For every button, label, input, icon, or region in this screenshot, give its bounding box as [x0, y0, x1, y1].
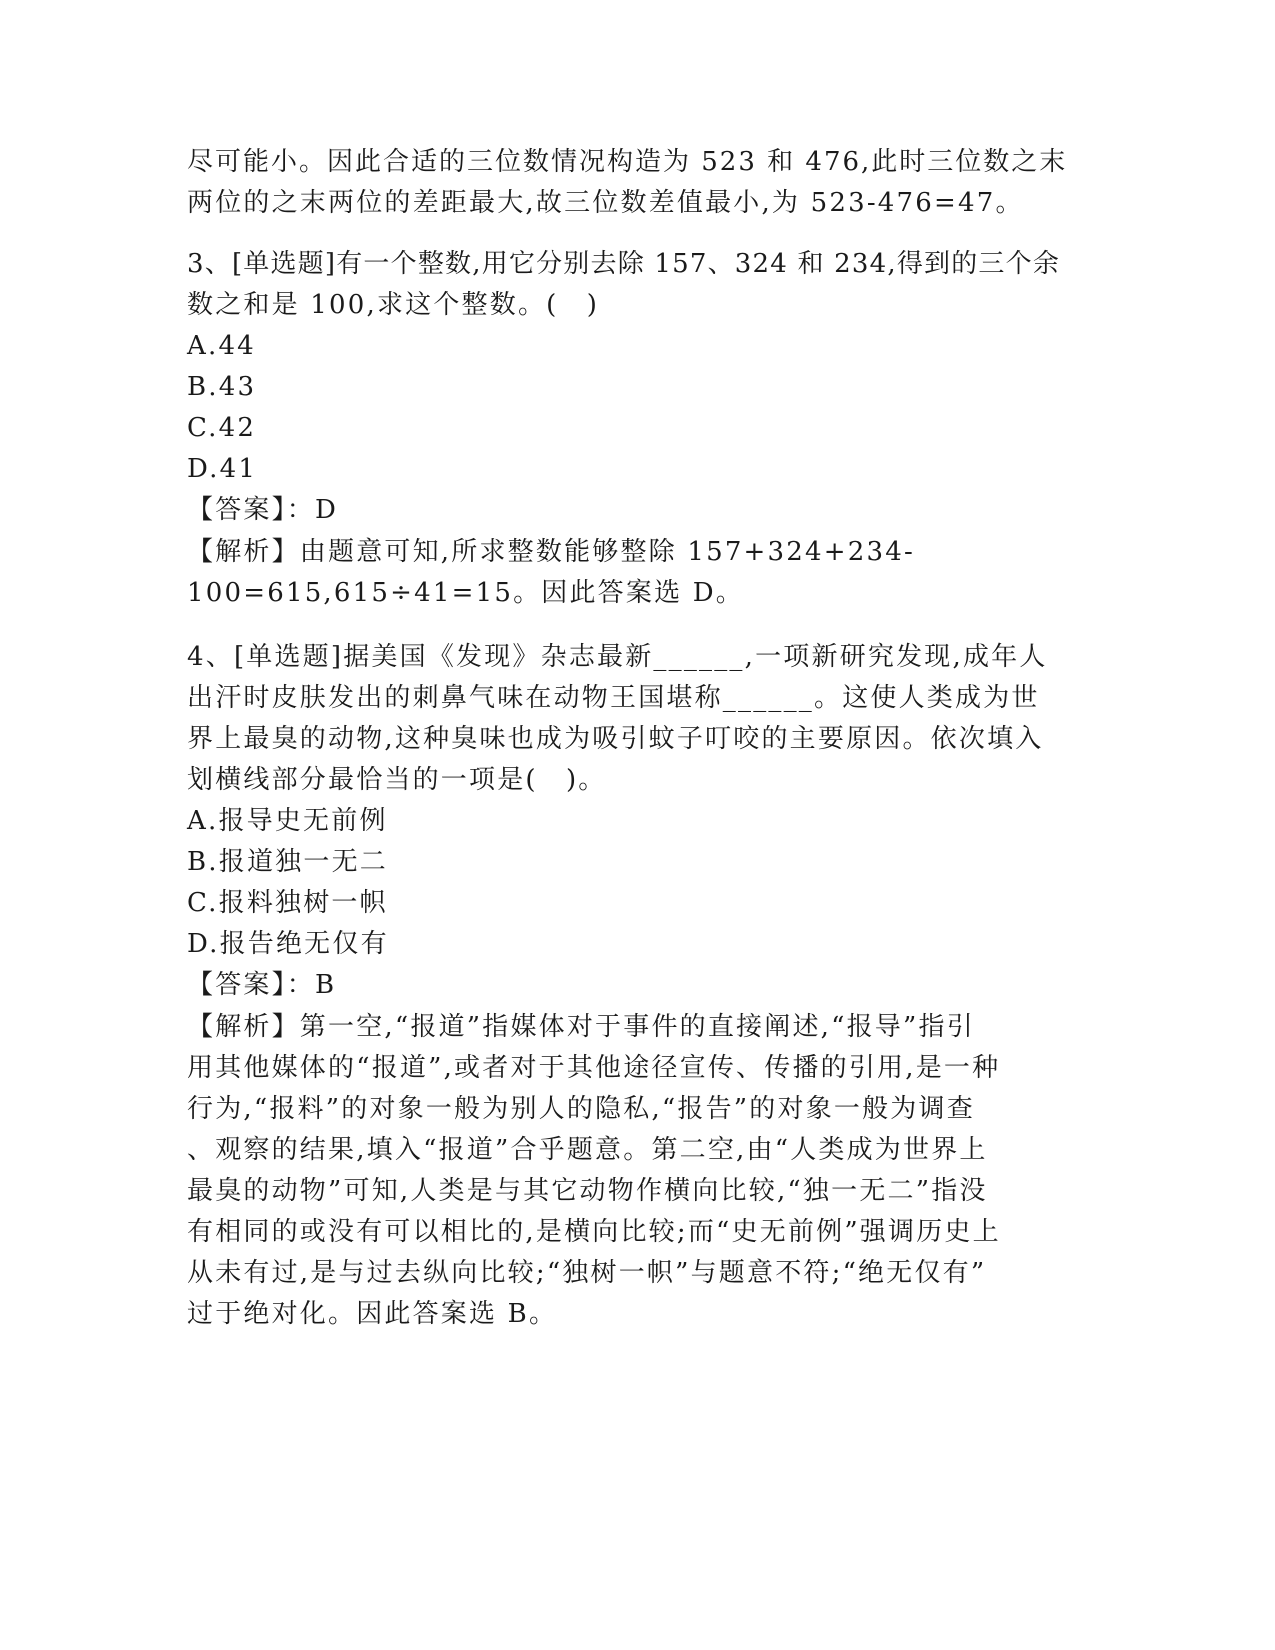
- option-b: B.报道独一无二: [187, 847, 388, 877]
- answer-label: 【答案】：D: [187, 495, 339, 525]
- analysis-text: 【解析】由题意可知,所求整数能够整除 157+324+234-: [187, 537, 915, 567]
- question-4-stem: 出汗时皮肤发出的刺鼻气味在动物王国堪称______。这使人类成为世: [187, 683, 1040, 713]
- analysis-text: 行为,“报料”的对象一般为别人的隐私,“报告”的对象一般为调查: [187, 1094, 975, 1124]
- option-c: C.42: [187, 413, 257, 443]
- analysis-text: 有相同的或没有可以相比的,是横向比较;而“史无前例”强调历史上: [187, 1217, 1001, 1247]
- text-line: 两位的之末两位的差距最大,故三位数差值最小,为 523-476=47。: [187, 188, 1024, 218]
- analysis-text: 从未有过,是与过去纵向比较;“独树一帜”与题意不符;“绝无仅有”: [187, 1258, 987, 1288]
- text-line: 尽可能小。因此合适的三位数情况构造为 523 和 476,此时三位数之末: [187, 147, 1068, 177]
- option-c: C.报料独树一帜: [187, 888, 388, 918]
- option-a: A.44: [187, 331, 256, 361]
- analysis-text: 、观察的结果,填入“报道”合乎题意。第二空,由“人类成为世界上: [187, 1135, 988, 1165]
- analysis-text: 用其他媒体的“报道”,或者对于其他途径宣传、传播的引用,是一种: [187, 1053, 1001, 1083]
- analysis-text: 过于绝对化。因此答案选 B。: [187, 1299, 558, 1329]
- question-4-stem: 划横线部分最恰当的一项是( )。: [187, 765, 607, 795]
- option-a: A.报导史无前例: [187, 806, 388, 836]
- analysis-text: 【解析】第一空,“报道”指媒体对于事件的直接阐述,“报导”指引: [187, 1012, 975, 1042]
- question-4-stem: 4、[单选题]据美国《发现》杂志最新______,一项新研究发现,成年人: [187, 642, 1048, 672]
- analysis-text: 100=615,615÷41=15。因此答案选 D。: [187, 578, 744, 608]
- answer-label: 【答案】：B: [187, 970, 337, 1000]
- analysis-text: 最臭的动物”可知,人类是与其它动物作横向比较,“独一无二”指没: [187, 1176, 988, 1206]
- option-d: D.报告绝无仅有: [187, 929, 389, 959]
- option-b: B.43: [187, 372, 257, 402]
- option-d: D.41: [187, 454, 258, 484]
- question-3-stem: 数之和是 100,求这个整数。( ): [187, 290, 600, 320]
- question-4-stem: 界上最臭的动物,这种臭味也成为吸引蚊子叮咬的主要原因。依次填入: [187, 724, 1044, 754]
- question-3-stem: 3、[单选题]有一个整数,用它分别去除 157、324 和 234,得到的三个余: [187, 249, 1061, 279]
